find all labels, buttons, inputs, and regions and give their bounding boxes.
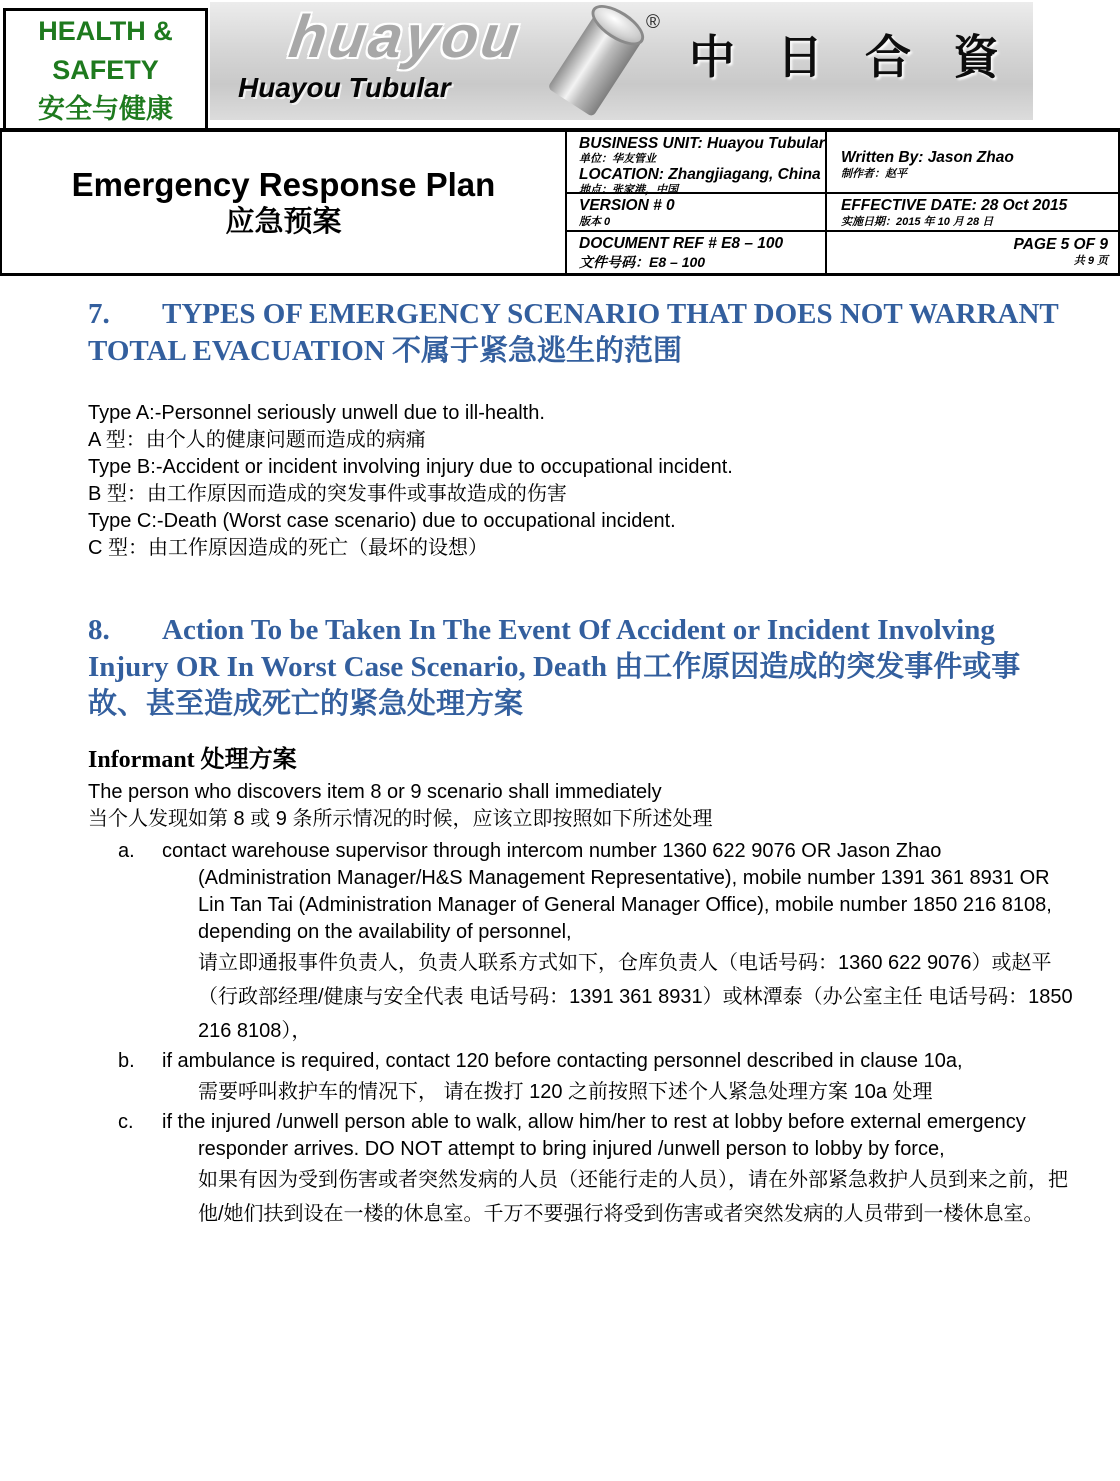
- health-safety-line2: SAFETY: [52, 54, 159, 85]
- list-item-c-marker: c.: [118, 1111, 134, 1133]
- page-number-zh: 共 9 页: [1073, 255, 1108, 267]
- effective-date-zh: 实施日期：2015 年 10 月 28 日: [841, 216, 994, 228]
- business-unit-en: BUSINESS UNIT: Huayou Tubular: [579, 135, 825, 152]
- action-list: [88, 838, 1080, 1231]
- list-item-b-en: if ambulance is required, contact 120 before contacting personnel described in clause 10a,: [162, 1050, 963, 1072]
- version-cell: [567, 194, 827, 232]
- health-safety-box: [3, 8, 208, 132]
- written-by-cell: [827, 132, 1120, 194]
- written-by-zh: 制作者：赵平: [841, 168, 907, 180]
- logo-subtitle: Huayou Tubular: [238, 72, 451, 103]
- list-item-a-en: contact warehouse supervisor through intercom number 1360 622 9076 OR Jason Zhao (Administration Manager/H&S Management Representative), mobile number 1391 361 8931 OR Lin Tan Tai (Administration Manager of General Manager Office), mobile number 1850 216 8108, depending on the availability of personnel,: [162, 840, 1052, 943]
- section-7-heading: [88, 296, 1080, 370]
- list-item-c-zh: 如果有因为受到伤害或者突然发病的人员（还能行走的人员），请在外部紧急救护人员到来之前，把他/她们扶到设在一楼的休息室。千万不要强行将受到伤害或者突然发病的人员带到一楼休息室。: [198, 1169, 1068, 1225]
- page-number-en: PAGE 5 OF 9: [1013, 236, 1108, 253]
- list-item-c-en: if the injured /unwell person able to walk, allow him/her to rest at lobby before external emergency responder arrives. DO NOT attempt to bring injured /unwell person to lobby by force,: [162, 1111, 1026, 1160]
- section-8-title-line1: Action To be Taken In The Event Of Accident or Incident Involving: [162, 614, 995, 646]
- logo-banner: [210, 2, 1041, 120]
- list-item-c: [88, 1109, 1080, 1231]
- section-8-title-line2: Injury OR In Worst Case Scenario, Death 由工作原因造成的突发事件或事: [88, 651, 1021, 683]
- huayou-logo-wordmark: huayou: [285, 3, 527, 70]
- health-safety-line1: HEALTH &: [38, 15, 173, 46]
- document-ref-cell: [567, 232, 827, 273]
- document-ref-zh: 文件号码：E8 – 100: [579, 254, 706, 270]
- type-c-zh: C 型：由工作原因造成的死亡（最坏的设想）: [88, 537, 488, 559]
- health-safety-line3: 安全与健康: [38, 93, 173, 124]
- document-body: [88, 296, 1080, 1231]
- document-title-zh: 应急预案: [225, 205, 342, 238]
- document-title-cell: [2, 132, 567, 273]
- location-en: LOCATION: Zhangjiagang, China: [579, 166, 821, 183]
- location-zh: 地点：张家港，中国: [579, 184, 678, 196]
- section-8-heading: [88, 612, 1080, 723]
- list-item-a: [88, 838, 1080, 1048]
- list-item-a-marker: a.: [118, 840, 135, 862]
- effective-date-cell: [827, 194, 1120, 232]
- section-7-number: 7.: [88, 298, 110, 330]
- version-en: VERSION # 0: [579, 197, 675, 214]
- document-ref-en: DOCUMENT REF # E8 – 100: [579, 235, 784, 252]
- type-b-en: Type B:-Accident or incident involving injury due to occupational incident.: [88, 456, 733, 478]
- informant-intro-zh: 当个人发现如第 8 或 9 条所示情况的时候，应该立即按照如下所述处理: [88, 808, 713, 830]
- business-unit-cell: [567, 132, 827, 194]
- section-8-number: 8.: [88, 614, 110, 646]
- type-c-en: Type C:-Death (Worst case scenario) due to occupational incident.: [88, 510, 676, 532]
- document-title-en: Emergency Response Plan: [71, 165, 496, 203]
- registered-trademark-icon: ®: [646, 12, 660, 33]
- business-unit-zh: 单位：华友管业: [579, 153, 656, 165]
- effective-date-en: EFFECTIVE DATE: 28 Oct 2015: [841, 197, 1068, 214]
- page-number-cell: [827, 232, 1120, 273]
- section-8-title-line3: 故、甚至造成死亡的紧急处理方案: [88, 688, 524, 720]
- type-a-zh: A 型：由个人的健康问题而造成的病痛: [88, 429, 426, 451]
- list-item-b-marker: b.: [118, 1050, 135, 1072]
- list-item-b: [88, 1048, 1080, 1109]
- list-item-b-zh: 需要呼叫救护车的情况下， 请在拨打 120 之前按照下述个人紧急处理方案 10a 处理: [198, 1081, 933, 1103]
- pipe-tube-icon: [547, 11, 642, 118]
- section-7-title-line1: TYPES OF EMERGENCY SCENARIO THAT DOES NOT WARRANT: [162, 298, 1059, 330]
- joint-venture-text: 中日合資: [689, 30, 1041, 83]
- informant-subheading: Informant 处理方案: [88, 747, 297, 773]
- type-a-en: Type A:-Personnel seriously unwell due to ill-health.: [88, 402, 545, 424]
- list-item-a-zh: 请立即通报事件负责人，负责人联系方式如下，仓库负责人（电话号码：1360 622 9076）或赵平（行政部经理/健康与安全代表 电话号码：1391 361 8931）或林潭泰（办公室主任 电话号码：1850 216 8108），: [198, 952, 1073, 1042]
- version-zh: 版本 0: [579, 216, 611, 228]
- document-header-table: [0, 128, 1120, 276]
- company-logo: [232, 3, 702, 116]
- informant-intro-en: The person who discovers item 8 or 9 scenario shall immediately: [88, 781, 662, 803]
- section-7-title-line2: TOTAL EVACUATION 不属于紧急逃生的范围: [88, 335, 683, 367]
- type-b-zh: B 型：由工作原因而造成的突发事件或事故造成的伤害: [88, 483, 567, 505]
- written-by-en: Written By: Jason Zhao: [841, 149, 1014, 166]
